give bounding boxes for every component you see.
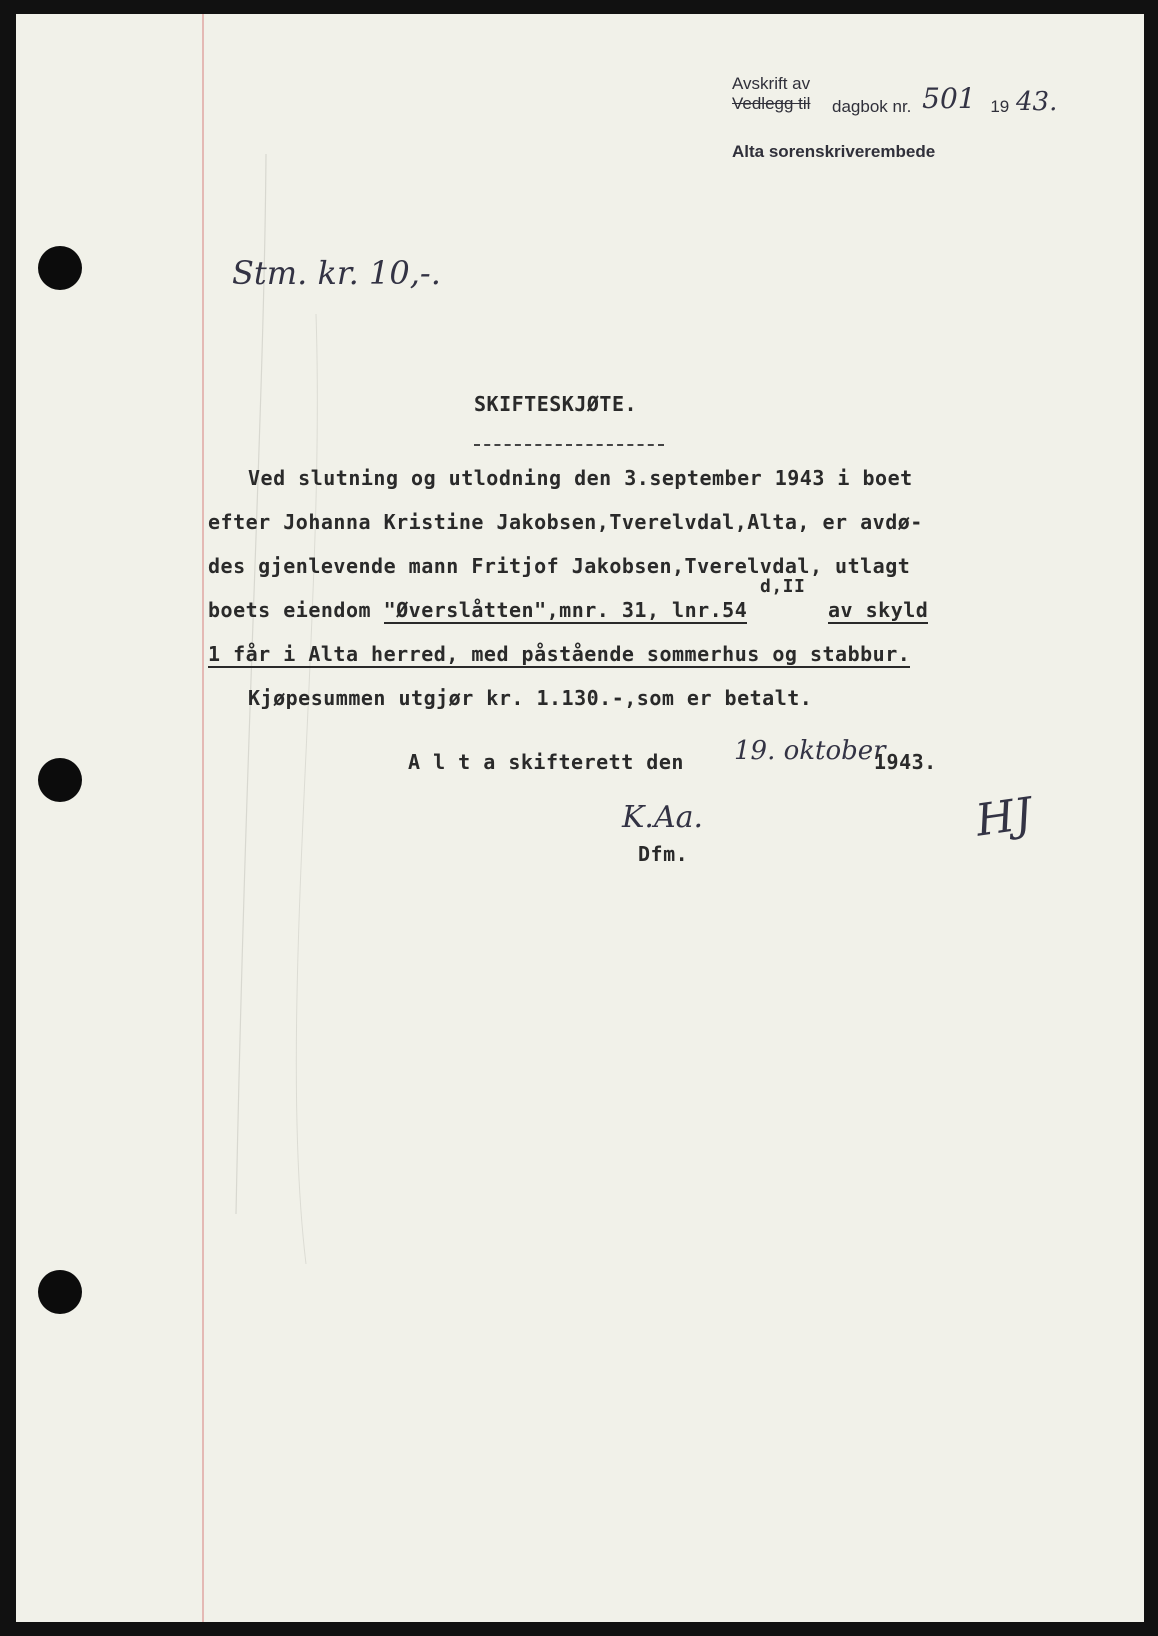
body-line-6: Kjøpesummen utgjør kr. 1.130.-,som er betalt. [248,686,813,710]
place-label: A l t a skifterett den [408,750,684,774]
title-underline [474,444,664,446]
registry-stamp [732,74,1132,174]
stamp-office: Alta sorenskriverembede [732,142,936,161]
line4-start: boets eiendom [208,598,384,622]
faint-pencil-marks [216,114,356,1314]
signature-left: K.Aa. [622,800,704,835]
date-handwritten: 19. oktober [734,736,886,766]
date-year: 1943. [874,750,937,774]
body-line-1: Ved slutning og utlodning den 3.september 1943 i boet [248,466,913,490]
dagbok-label: dagbok nr. [832,97,912,116]
body-line-4 [208,598,747,622]
stamp-dagbok [832,82,1058,119]
year-suffix: 43. [1015,87,1058,117]
punch-hole [38,1270,82,1314]
initials-right: HJ [972,788,1036,847]
year-prefix: 19 [990,97,1010,116]
stamp-duty-note: Stm. kr. 10,-. [232,254,441,292]
punch-hole [38,246,82,290]
punch-hole [38,758,82,802]
property-description: "Øverslåtten",mnr. 31, lnr.54 [383,598,748,622]
lnr-superscript: d,II [760,576,806,597]
body-line-3: des gjenlevende mann Fritjof Jakobsen,Tverelvdal, utlagt [208,554,911,578]
line4-end: av skyld [828,598,929,622]
body-line-2: efter Johanna Kristine Jakobsen,Tverelvdal,Alta, er avdø- [208,510,923,534]
margin-rule [202,14,204,1622]
signer-title: Dfm. [638,842,689,866]
document-page [16,14,1144,1622]
stamp-option-avskrift: Avskrift av [732,74,811,93]
body-line-5: 1 får i Alta herred, med påstående sommerhus og stabbur. [208,642,911,666]
stamp-option-vedlegg: Vedlegg til [732,94,811,113]
dagbok-number: 501 [922,82,976,115]
document-title: SKIFTESKJØTE. [474,392,638,416]
